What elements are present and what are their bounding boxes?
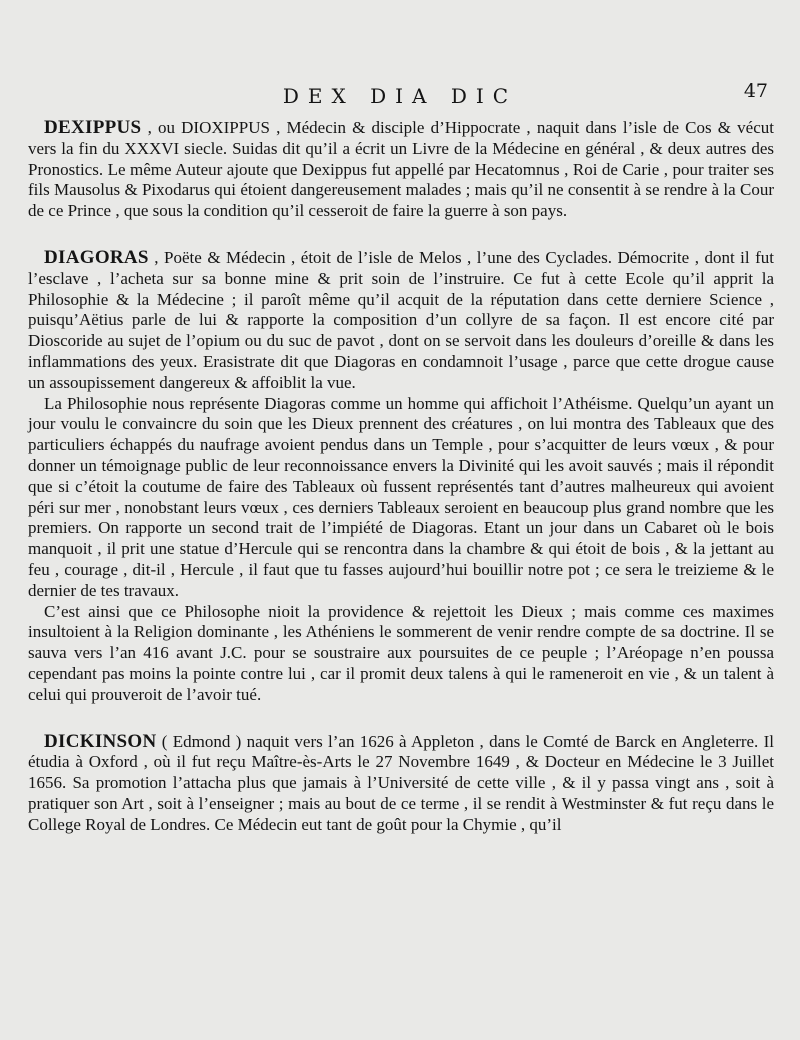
running-head: DEX DIA DIC (282, 84, 518, 108)
entry-paragraph (28, 732, 774, 836)
entry-diagoras (28, 248, 774, 706)
entry-headword: DIAGORAS (44, 246, 149, 268)
entry-paragraph (28, 118, 774, 222)
page-body (28, 118, 774, 862)
entry-headword: DEXIPPUS (44, 117, 142, 138)
entry-text: , ou DIOXIPPUS , Médecin & disciple d’Hippocrate , naquit dans l’isle de Cos & vécut vers la fin du XXXVI siecle. Suidas dit qu’il a écrit un Livre de la Médecine en général , & deux autres des Pronostics. Le même Auteur ajoute que Dexippus fut appellé par Hecatomnus , Roi de Carie , pour traiter ses fils Mausolus & Pixodarus qui étoient dangereusement malades ; mais qu’il ne consentit à se rendre à la Cour de ce Prince , que sous la condition qu’il cesseroit de faire la guerre à son pays. (28, 118, 774, 221)
entry-headword: DICKINSON (44, 730, 157, 752)
entry-text: ( Edmond ) naquit vers l’an 1626 à Appleton , dans le Comté de Barck en Angleterre. Il étudia à Oxford , où il fut reçu Maître-ès-Arts le 27 Novembre 1649 , & Docteur en Médecine le 3 Juillet 1656. Sa promotion l’attacha plus que jamais à l’Université de cette ville , & il y passa vingt ans , soit à pratiquer son Art , soit à l’enseigner ; mais au bout de ce terme , il se rendit à Westminster & fut reçu dans le College Royal de Londres. Ce Médecin eut tant de goût pour la Chymie , qu’il (28, 731, 774, 834)
entry-dickinson (28, 732, 774, 836)
page-header (30, 80, 770, 110)
page-number: 47 (743, 80, 768, 102)
entry-paragraph (28, 248, 774, 394)
entry-text: , Poëte & Médecin , étoit de l’isle de Melos , l’une des Cyclades. Démocrite , dont il fut l’esclave , l’acheta sur sa bonne mine & prit soin de l’instruire. Ce fut à cette Ecole qu’il apprit la Philosophie & la Médecine ; il paroît même qu’il acquit de la réputation dans cette derniere Science , puisqu’Aëtius parle de lui & rapporte la composition d’un collyre de sa façon. Il est encore cité par Dioscoride au sujet de l’opium ou du suc de pavot , dont on se servoit dans les douleurs d’oreille & dans les inflammations des yeux. Erasistrate dit que Diagoras en condamnoit l’usage , parce que cette drogue cause un assoupissement dangereux & affoiblit la vue. (28, 247, 774, 392)
entry-paragraph: C’est ainsi que ce Philosophe nioit la providence & rejettoit les Dieux ; mais comme ces maximes insultoient à la Religion dominante , les Athéniens le sommerent de venir rendre compte de sa doctrine. Il se sauva vers l’an 416 avant J.C. pour se soustraire aux poursuites de ce peuple ; l’Aréopage n’en poussa cependant pas moins la pointe contre lui , car il promit deux talens à qui le rameneroit en vie , & un talent à celui qui prouveroit de l’avoir tué. (28, 601, 774, 704)
entry-dexippus (28, 118, 774, 222)
entry-paragraph: La Philosophie nous représente Diagoras comme un homme qui affichoit l’Athéisme. Quelqu’un ayant un jour voulu le convaincre du soin que les Dieux prennent des créatures , on lui montra des Tableaux que des particuliers échappés du naufrage avoient pendus dans un Temple , pour s’acquitter de leurs vœux , & pour donner un témoignage public de leur reconnoissance envers la Divinité qui les avoit sauvés ; mais il répondit que si c’étoit la coutume de faire des Tableaux où fussent représentés tant d’autres malheureux qui avoient péri sur mer , nonobstant leurs vœux , ces derniers Tableaux seroient en beaucoup plus grand nombre que les premiers. On rapporte un second trait de l’impiété de Diagoras. Etant un jour dans un Cabaret où le bois manquoit , il prit une statue d’Hercule qui se rencontra dans la chambre & qui étoit de bois , & la jettant au feu , courage , dit-il , Hercule , il faut que tu fasses aujourd’hui bouillir notre pot ; ce sera le treizieme & le dernier de tes travaux. (28, 393, 774, 600)
